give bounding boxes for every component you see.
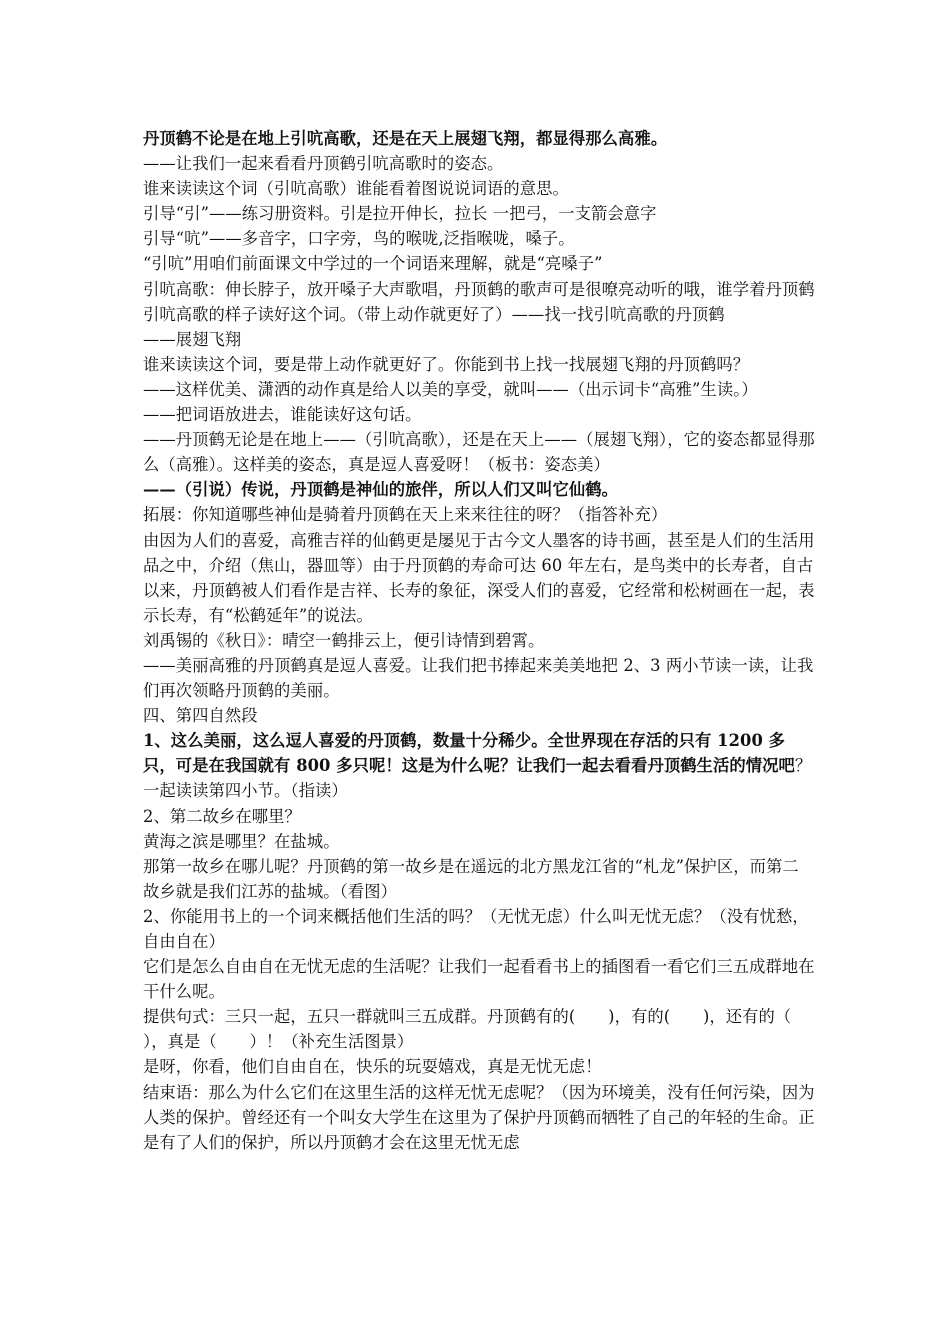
paragraph (143, 829, 815, 854)
paragraph (143, 1054, 815, 1079)
text-segment: 提供句式：三只一起，五只一群就叫三五成群。丹顶鹤有的( )，有的( )，还有的（ ），真是（ ）！（补充生活图景） (143, 1007, 825, 1052)
paragraph (143, 126, 815, 151)
text-segment: ——展翅飞翔 (143, 329, 242, 349)
text-segment: 拓展：你知道哪些神仙是骑着丹顶鹤在天上来来往往的呀？（指答补充） (143, 505, 668, 525)
text-segment: 引导“吭”——多音字，口字旁，鸟的喉咙,泛指喉咙，嗓子。 (143, 229, 575, 249)
paragraph (143, 703, 815, 728)
paragraph (143, 653, 815, 703)
paragraph (143, 854, 815, 904)
text-segment: 四、第四自然段 (143, 706, 258, 726)
bold-text-segment: 丹顶鹤不论是在地上引吭高歌，还是在天上展翅飞翔，都显得那么高雅。 (143, 129, 668, 148)
text-segment: ——丹顶鹤无论是在地上——（引吭高歌），还是在天上——（展翅飞翔），它的姿态都显得那么（高雅）。这样美的姿态，真是逗人喜爱呀！（板书：姿态美） (143, 430, 815, 475)
text-segment: ——把词语放进去，谁能读好这句话。 (143, 405, 422, 425)
paragraph (143, 804, 815, 829)
paragraph (143, 201, 815, 226)
paragraph (143, 352, 815, 377)
paragraph (143, 1004, 825, 1054)
text-segment: 谁来读读这个词，要是带上动作就更好了。你能到书上找一找展翅飞翔的丹顶鹤吗？ (143, 354, 750, 374)
text-segment: 是呀，你看，他们自由自在，快乐的玩耍嬉戏，真是无忧无虑！ (143, 1057, 602, 1077)
text-segment: 它们是怎么自由自在无忧无虑的生活呢？让我们一起看看书上的插图看一看它们三五成群地在干什么呢。 (143, 957, 815, 1002)
text-segment: 黄海之滨是哪里？在盐城。 (143, 831, 340, 851)
paragraph (143, 427, 815, 477)
text-segment: 2、你能用书上的一个词来概括他们生活的吗？（无忧无虑）什么叫无忧无虑？（没有忧愁，自由自在） (143, 906, 809, 951)
bold-text-segment: ——（引说）传说，丹顶鹤是神仙的旅伴，所以人们又叫它仙鹤。 (143, 480, 619, 500)
paragraph (143, 1080, 815, 1155)
text-segment: 由因为人们的喜爱，高雅吉祥的仙鹤更是屡见于古今文人墨客的诗书画，甚至是人们的生活用品之中，介绍（焦山，器皿等）由于丹顶鹤的寿命可达 60 年左右，是鸟类中的长寿者，自古以来，丹顶鹤被人们看作是吉祥、长寿的象征，深受人们的喜爱，它经常和松树画在一起，表示长寿，有“松鹤延年”的说法。 (143, 530, 815, 625)
paragraph (143, 226, 815, 251)
paragraph (143, 528, 815, 628)
text-segment: ——让我们一起来看看丹顶鹤引吭高歌时的姿态。 (143, 154, 504, 174)
paragraph (143, 402, 815, 427)
paragraph (143, 954, 815, 1004)
paragraph (143, 904, 815, 954)
paragraph (143, 251, 815, 276)
text-segment: 引吭高歌：伸长脖子，放开嗓子大声歌唱，丹顶鹤的歌声可是很嘹亮动听的哦，谁学着丹顶鹤引吭高歌的样子读好这个词。（带上动作就更好了）——找一找引吭高歌的丹顶鹤 (143, 279, 815, 324)
paragraph (143, 151, 815, 176)
paragraph (143, 502, 815, 527)
document-page (143, 126, 825, 1155)
text-segment: 那第一故乡在哪儿呢？丹顶鹤的第一故乡是在遥远的北方黑龙江省的“札龙”保护区，而第二故乡就是我们江苏的盐城。（看图） (143, 856, 799, 901)
text-segment: ？一起读读第四小节。（指读） (143, 756, 812, 801)
bold-text-segment: 1、这么美丽，这么逗人喜爱的丹顶鹤，数量十分稀少。全世界现在存活的只有 1200 多只，可是在我国就有 800 多只呢！这是为什么呢？让我们一起去看看丹顶鹤生活的情况吧 (143, 731, 795, 776)
paragraph (143, 477, 815, 502)
paragraph (143, 277, 815, 327)
paragraph (143, 176, 815, 201)
text-segment: ——这样优美、潇洒的动作真是给人以美的享受，就叫——（出示词卡“高雅”生读。） (143, 379, 758, 399)
text-segment: “引吭”用咱们前面课文中学过的一个词语来理解，就是“亮嗓子” (143, 254, 603, 274)
paragraph (143, 728, 815, 803)
paragraph (143, 628, 815, 653)
text-segment: ——美丽高雅的丹顶鹤真是逗人喜爱。让我们把书捧起来美美地把 2、3 两小节读一读，让我们再次领略丹顶鹤的美丽。 (143, 655, 814, 701)
text-segment: 结束语：那么为什么它们在这里生活的这样无忧无虑呢？（因为环境美，没有任何污染，因为人类的保护。曾经还有一个叫女大学生在这里为了保护丹顶鹤而牺牲了自己的年轻的生命。正是有了人们的保护，所以丹顶鹤才会在这里无忧无虑 (143, 1082, 815, 1152)
paragraph (143, 377, 815, 402)
paragraph (143, 327, 815, 352)
text-segment: 引导“引”——练习册资料。引是拉开伸长，拉长 一把弓，一支箭会意字 (143, 204, 657, 224)
text-segment: 2、第二故乡在哪里？ (143, 806, 301, 826)
text-segment: 谁来读读这个词（引吭高歌）谁能看着图说说词语的意思。 (143, 179, 569, 199)
text-segment: 刘禹锡的《秋日》：晴空一鹤排云上，便引诗情到碧霄。 (143, 630, 545, 650)
